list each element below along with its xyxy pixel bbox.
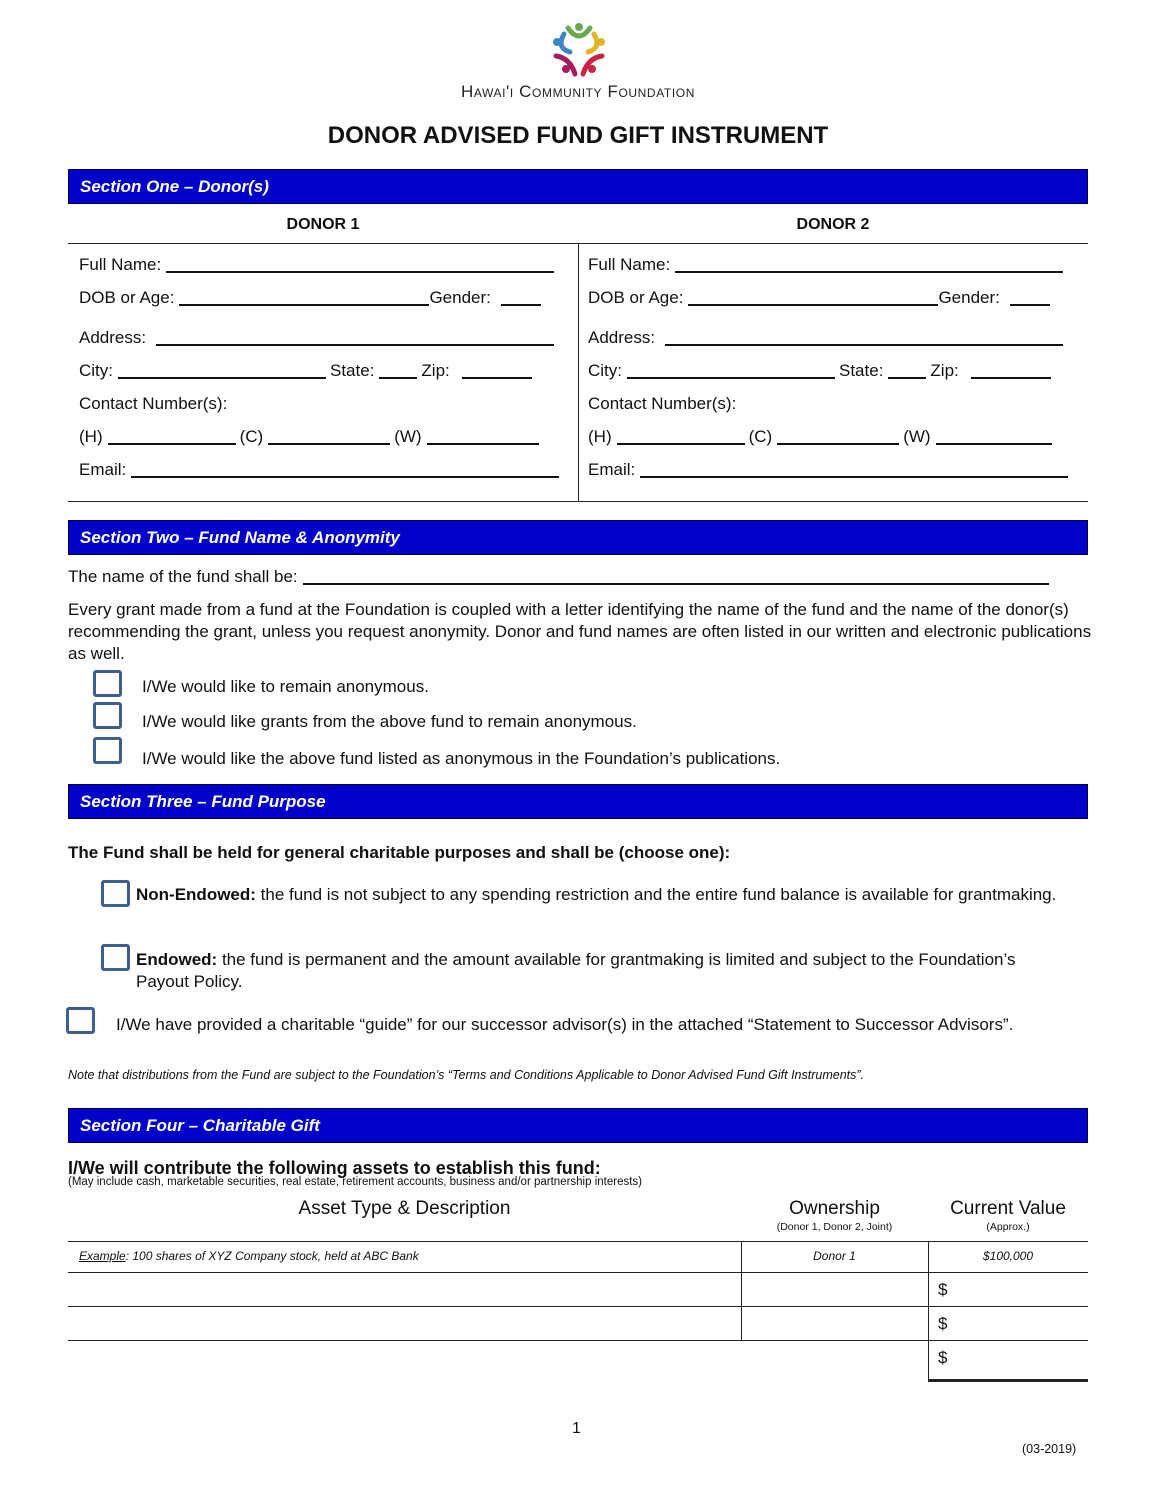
option-title: Endowed:	[136, 950, 218, 969]
endowed-option	[136, 949, 1066, 993]
donor-2-full-name-field[interactable]	[588, 255, 1067, 275]
value-input-2[interactable]	[955, 1307, 1088, 1340]
header-label: Ownership	[789, 1198, 880, 1219]
anonymity-paragraph: Every grant made from a fund at the Foundation is coupled with a letter identifying the name of the fund and the name of the donor(s) recommending the grant, unless you request anonymity. Donor and fund names are often listed in our written and electronic publications as well.	[68, 600, 1092, 663]
successor-guide-text: I/We have provided a charitable “guide” for our successor advisor(s) in the attached “Statement to Successor Advisors”.	[116, 1015, 1014, 1034]
full-name-input[interactable]	[675, 256, 1063, 273]
city-input[interactable]	[118, 362, 326, 379]
email-input[interactable]	[640, 461, 1068, 478]
label: (W)	[903, 427, 931, 446]
label: (C)	[239, 427, 264, 446]
fund-purpose-lead: The Fund shall be held for general charitable purposes and shall be (choose one):	[68, 843, 731, 862]
label: Address:	[588, 328, 656, 347]
section-three-header: Section Three – Fund Purpose	[68, 784, 1088, 819]
gender-input[interactable]	[501, 289, 541, 306]
dob-input[interactable]	[179, 289, 429, 306]
gender-input[interactable]	[1010, 289, 1050, 306]
header-sublabel: (Donor 1, Donor 2, Joint)	[776, 1221, 893, 1233]
donor-2-contact-label	[588, 394, 736, 414]
address-input[interactable]	[156, 329, 554, 346]
column-header-value	[928, 1198, 1088, 1233]
terms-note: Note that distributions from the Fund are subject to the Foundation’s “Terms and Conditions Applicable to Donor Advised Fund Gift Instruments”.	[68, 1068, 865, 1082]
cell-phone-input[interactable]	[777, 428, 899, 445]
label: State:	[839, 361, 884, 380]
label: Zip:	[421, 361, 450, 380]
section-two-header: Section Two – Fund Name & Anonymity	[68, 520, 1088, 555]
donor-2-dob-row	[588, 288, 1054, 308]
header-label: Current Value	[950, 1198, 1066, 1219]
page-number: 1	[572, 1420, 581, 1437]
checkbox-label: I/We would like grants from the above fund to remain anonymous.	[142, 712, 637, 731]
header-label: Asset Type & Description	[298, 1198, 511, 1219]
fund-name-input[interactable]	[303, 568, 1049, 585]
divider	[68, 501, 1088, 502]
label: Gender:	[938, 288, 1000, 307]
assets-lead: I/We will contribute the following assets to establish this fund:	[68, 1158, 601, 1178]
total-rule	[928, 1379, 1088, 1382]
donor-1-email-field[interactable]	[79, 460, 563, 480]
currency-symbol: $	[938, 1348, 948, 1367]
label: Full Name:	[79, 255, 162, 274]
currency-symbol: $	[938, 1280, 948, 1299]
currency-symbol: $	[938, 1314, 948, 1333]
value-input-1[interactable]	[955, 1273, 1088, 1306]
asset-description-input-2[interactable]	[68, 1307, 741, 1340]
section-one-header: Section One – Donor(s)	[68, 169, 1088, 204]
non-endowed-checkbox[interactable]	[101, 880, 130, 907]
donor-1-full-name-field[interactable]	[79, 255, 558, 275]
table-rule	[68, 1340, 1088, 1341]
donor-1-phone-row	[79, 427, 543, 447]
cell-phone-input[interactable]	[268, 428, 390, 445]
donor-1-address-field[interactable]	[79, 328, 558, 348]
home-phone-input[interactable]	[108, 428, 236, 445]
work-phone-input[interactable]	[936, 428, 1052, 445]
assets-subnote: (May include cash, marketable securities, real estate, retirement accounts, business and/or partnership interests)	[68, 1176, 642, 1188]
label: Email:	[588, 460, 636, 479]
donor-1-heading: DONOR 1	[286, 216, 360, 233]
asset-description-input-1[interactable]	[68, 1273, 741, 1306]
label: Address:	[79, 328, 147, 347]
successor-guide-checkbox[interactable]	[66, 1007, 95, 1034]
example-row-value: $100,000	[982, 1249, 1034, 1263]
table-rule	[68, 1241, 1088, 1242]
donor-2-heading: DONOR 2	[796, 216, 870, 233]
non-endowed-option	[136, 884, 1066, 906]
option-text: the fund is permanent and the amount available for grantmaking is limited and subject to the Foundation’s Payout Policy.	[136, 950, 1016, 991]
label: The name of the fund shall be:	[68, 567, 298, 586]
organization-name: Hawai'i Community Foundation	[461, 82, 695, 101]
label: Email:	[79, 460, 127, 479]
column-header-ownership	[741, 1198, 928, 1233]
full-name-input[interactable]	[166, 256, 554, 273]
donor-1-contact-label	[79, 394, 227, 414]
label: City:	[588, 361, 622, 380]
label: (H)	[588, 427, 612, 446]
label: Zip:	[930, 361, 959, 380]
label: State:	[330, 361, 375, 380]
anonymous-publications-checkbox[interactable]	[93, 737, 122, 764]
home-phone-input[interactable]	[617, 428, 745, 445]
ownership-input-2[interactable]	[742, 1307, 928, 1340]
donor-2-address-field[interactable]	[588, 328, 1067, 348]
revision-date: (03-2019)	[1022, 1442, 1077, 1456]
donor-2-city-row	[588, 361, 1055, 381]
label: Contact Number(s):	[588, 394, 737, 413]
column-header-asset	[68, 1198, 741, 1220]
example-text: : 100 shares of XYZ Company stock, held at ABC Bank	[125, 1249, 419, 1263]
donor-2-email-field[interactable]	[588, 460, 1072, 480]
donor-1-city-row	[79, 361, 536, 381]
label: DOB or Age:	[79, 288, 175, 307]
donor-1-dob-row	[79, 288, 545, 308]
document-title: DONOR ADVISED FUND GIFT INSTRUMENT	[327, 122, 829, 149]
checkbox-label: I/We would like to remain anonymous.	[142, 677, 429, 696]
header-sublabel: (Approx.)	[986, 1221, 1030, 1233]
label: Full Name:	[588, 255, 671, 274]
option-text: the fund is not subject to any spending restriction and the entire fund balance is available for grantmaking.	[255, 885, 1057, 904]
state-input[interactable]	[379, 362, 417, 379]
label: (H)	[79, 427, 103, 446]
city-input[interactable]	[627, 362, 835, 379]
anonymous-donor-checkbox[interactable]	[93, 670, 122, 697]
example-row-description	[79, 1249, 419, 1263]
dob-input[interactable]	[688, 289, 938, 306]
label: Gender:	[429, 288, 491, 307]
label: DOB or Age:	[588, 288, 684, 307]
work-phone-input[interactable]	[427, 428, 539, 445]
email-input[interactable]	[131, 461, 559, 478]
ownership-input-1[interactable]	[742, 1273, 928, 1306]
fund-name-field[interactable]	[68, 567, 1053, 587]
address-input[interactable]	[665, 329, 1063, 346]
state-input[interactable]	[888, 362, 926, 379]
label: Contact Number(s):	[79, 394, 228, 413]
anonymous-grants-checkbox[interactable]	[93, 702, 122, 729]
zip-input[interactable]	[462, 362, 532, 379]
label: (C)	[748, 427, 773, 446]
foundation-logo-icon	[548, 22, 610, 78]
example-prefix: Example	[79, 1249, 126, 1263]
endowed-checkbox[interactable]	[101, 944, 130, 971]
label: City:	[79, 361, 113, 380]
total-value-input[interactable]	[955, 1341, 1088, 1378]
example-row-ownership: Donor 1	[813, 1249, 856, 1263]
column-divider	[578, 243, 579, 501]
donor-2-phone-row	[588, 427, 1056, 447]
zip-input[interactable]	[971, 362, 1051, 379]
checkbox-label: I/We would like the above fund listed as anonymous in the Foundation’s publications.	[142, 749, 781, 768]
label: (W)	[394, 427, 422, 446]
section-four-header: Section Four – Charitable Gift	[68, 1108, 1088, 1143]
option-title: Non-Endowed:	[136, 885, 256, 904]
